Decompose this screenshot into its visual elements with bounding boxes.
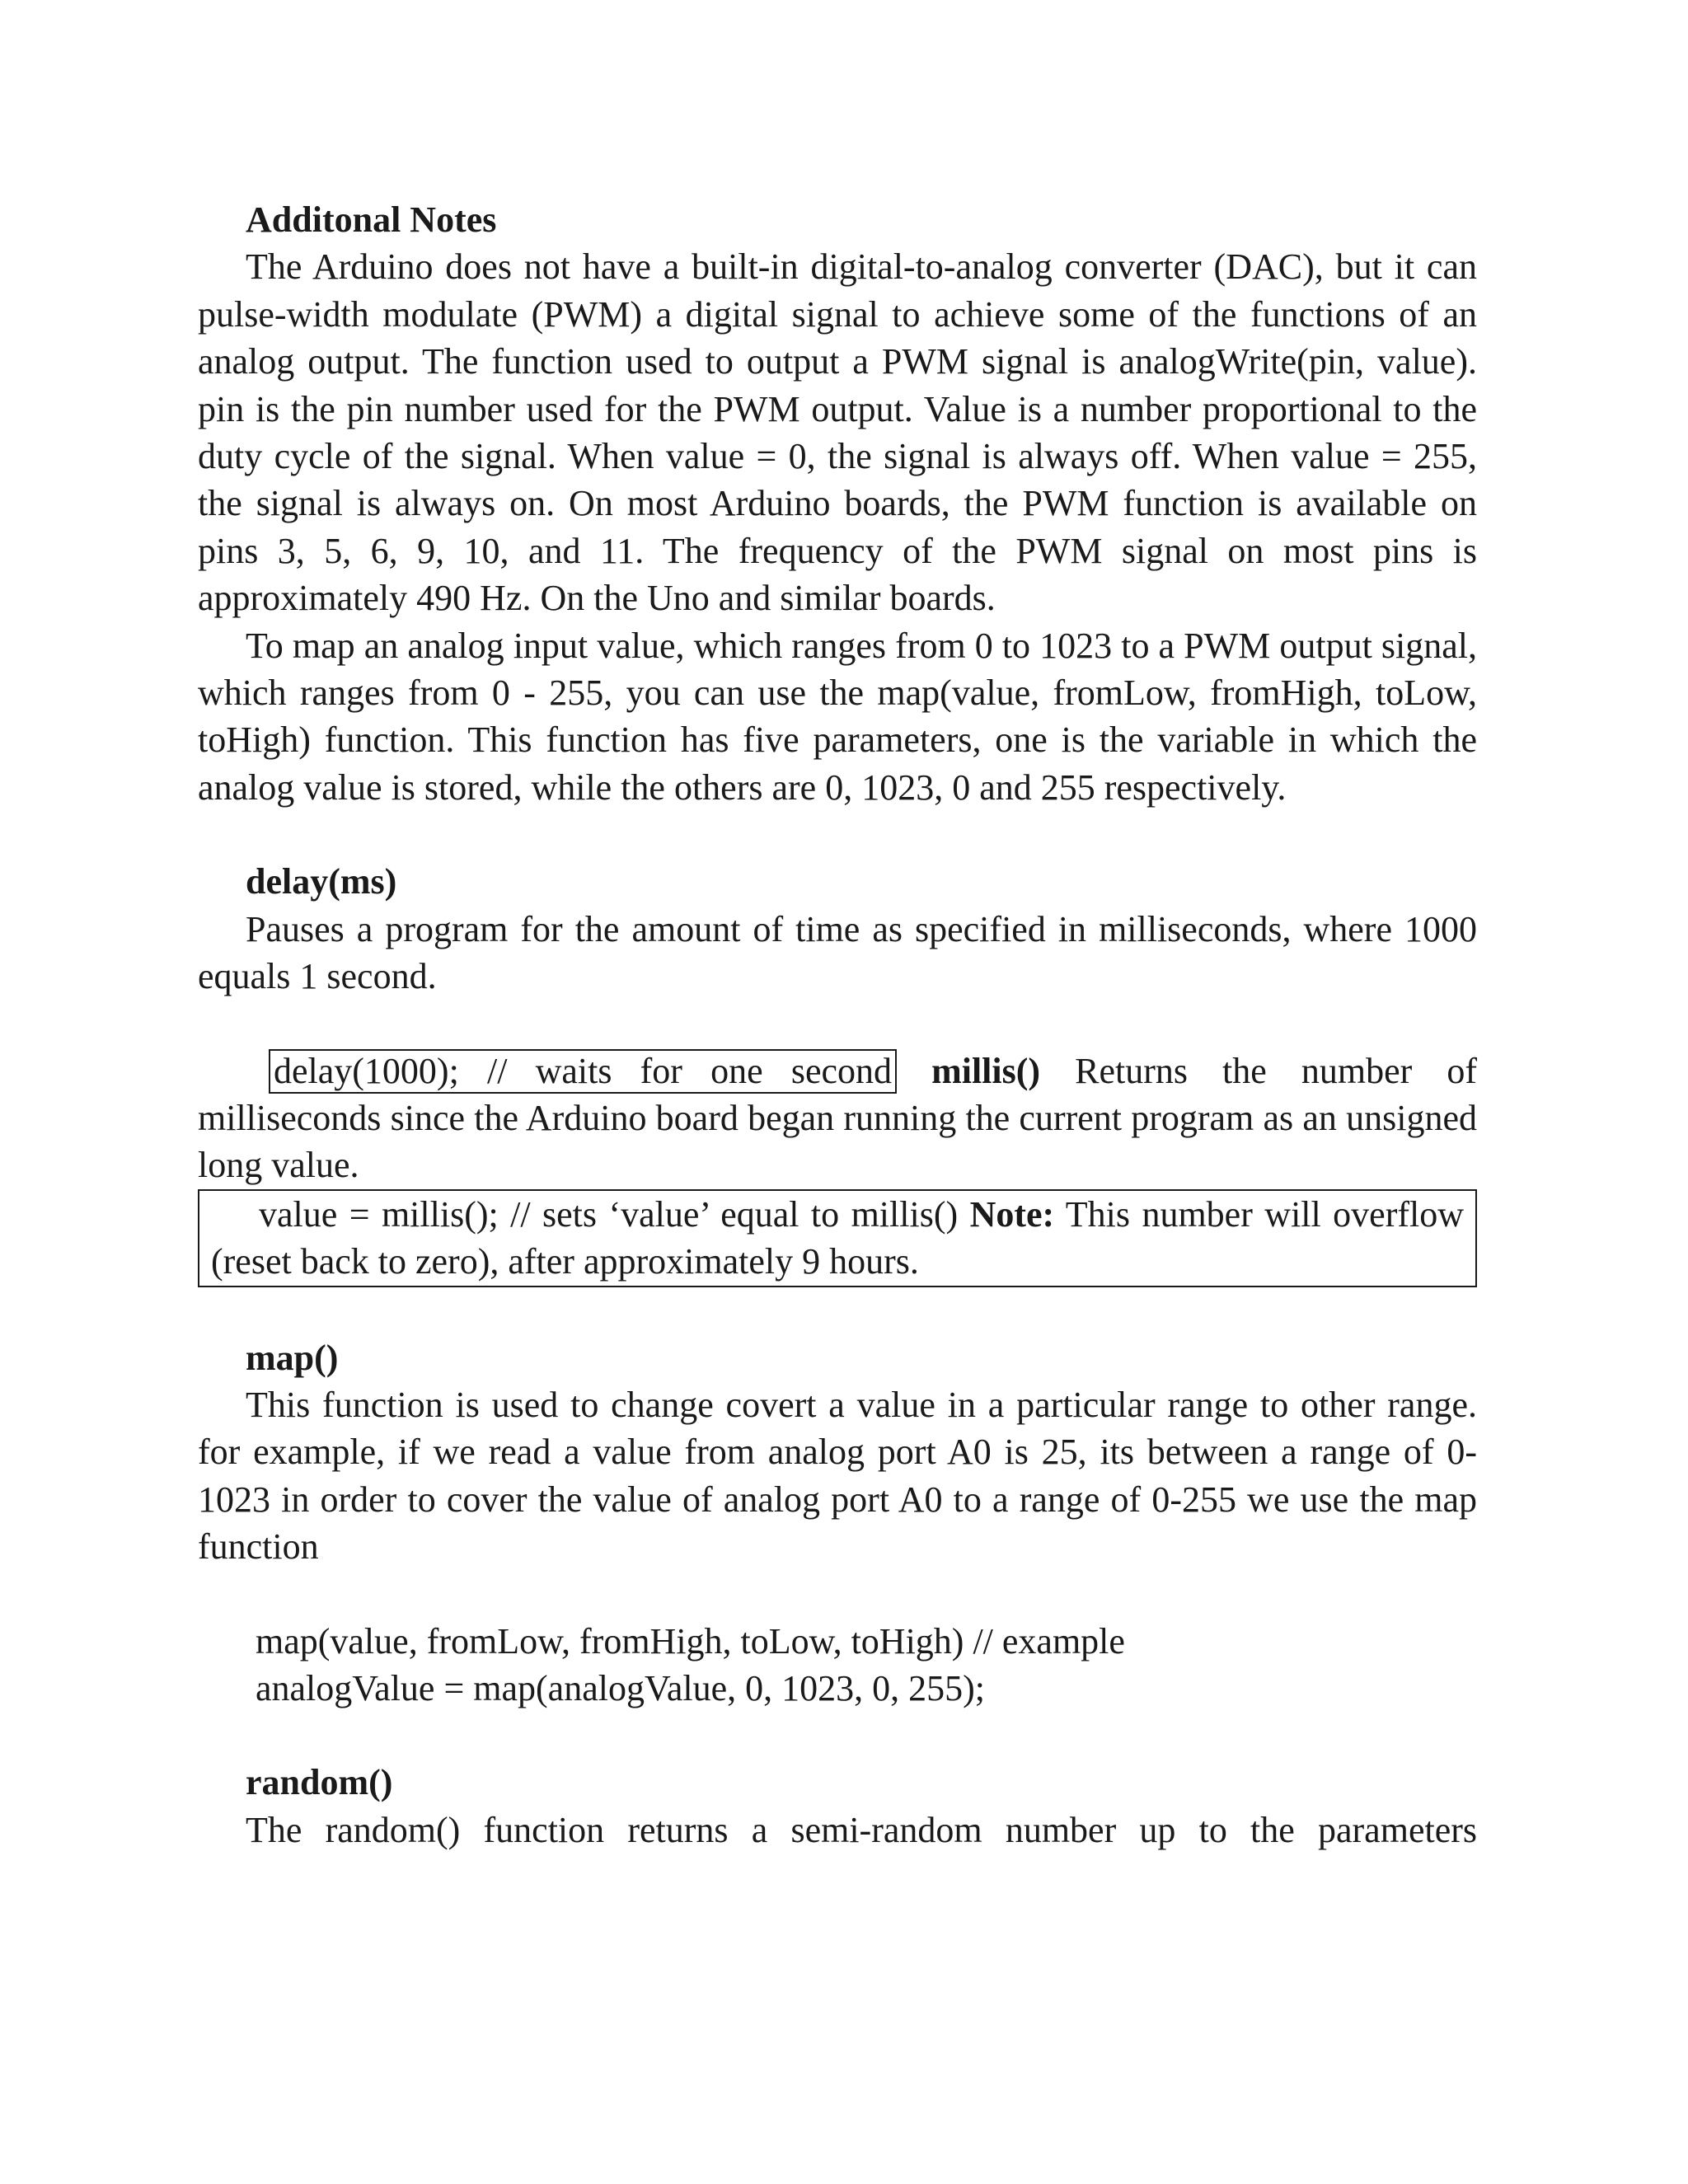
section-heading-map: map() xyxy=(246,1337,339,1378)
spacer xyxy=(198,811,1477,858)
spacer xyxy=(198,1001,1477,1047)
paragraph-pwm-description: The Arduino does not have a built-in digital-to-analog converter (DAC), but it can pulse-width modulate (PWM) a digital signal to achieve some of the functions of an analog output. The function used to output a PWM signal is analogWrite(pin, value). pin is the pin number used for the PWM output. Value is a number proportional to the duty cycle of the signal. When value = 0, the signal is always off. When value = 255, the signal is always on. On most Arduino boards, the PWM function is available on pins 3, 5, 6, 9, 10, and 11. The frequency of the PWM signal on most pins is approximately 490 Hz. On the Uno and similar boards. xyxy=(198,246,1477,619)
paragraph-delay-description: Pauses a program for the amount of time as specified in milliseconds, where 1000 equals 1 second. xyxy=(198,908,1477,997)
code-box-delay-example: delay(1000); // waits for one second xyxy=(269,1049,897,1094)
code-line-map-example: analogValue = map(analogValue, 0, 1023, 0, 255); xyxy=(256,1667,986,1708)
note-text: This number will overflow (reset back to zero), after approximately 9 hours. xyxy=(211,1193,1465,1282)
code-line-map-signature: map(value, fromLow, fromHigh, toLow, toHigh) // example xyxy=(256,1620,1125,1661)
paragraph-delay-millis xyxy=(198,1047,1477,1189)
section-heading-additional-notes: Additonal Notes xyxy=(246,199,497,240)
spacer xyxy=(198,1287,1477,1334)
paragraph-map-description: To map an analog input value, which ranges from 0 to 1023 to a PWM output signal, which ranges from 0 - 255, you can use the map(value, fromLow, fromHigh, toLow, toHigh) function. This function has five parameters, one is the variable in which the analog value is stored, while the others are 0, 1023, 0 and 255 respectively. xyxy=(198,625,1477,808)
spacer xyxy=(198,1571,1477,1618)
spacer xyxy=(198,1712,1477,1759)
page-content xyxy=(198,196,1477,1854)
section-heading-random: random() xyxy=(246,1762,393,1803)
paragraph-random-description: The random() function returns a semi-random number up to the parameters xyxy=(246,1809,1477,1850)
code-box-millis-example xyxy=(198,1189,1477,1287)
millis-example-code: value = millis(); // sets ‘value’ equal to millis() xyxy=(259,1193,970,1235)
note-label: Note: xyxy=(969,1193,1055,1235)
inline-heading-millis: millis() xyxy=(931,1050,1041,1091)
section-heading-delay: delay(ms) xyxy=(246,861,397,902)
millis-description: Returns the number of milliseconds since the Arduino board began running the current program as an unsigned long value. xyxy=(198,1050,1477,1186)
paragraph-map-function: This function is used to change covert a value in a particular range to other range. for example, if we read a value from analog port A0 is 25, its between a range of 0-1023 in order to cover the value of analog port A0 to a range of 0-255 we use the map function xyxy=(198,1384,1477,1568)
